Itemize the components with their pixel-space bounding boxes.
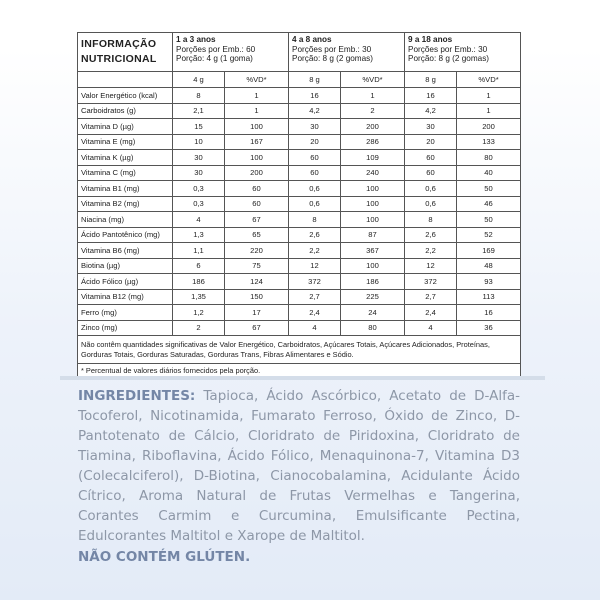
nutrient-vd: 1	[457, 103, 521, 119]
nutrient-quantity: 186	[173, 274, 225, 290]
nutrient-vd: 100	[341, 258, 405, 274]
nutrient-vd: 109	[341, 150, 405, 166]
nutrient-vd: 167	[225, 134, 289, 150]
nutrient-quantity: 1,35	[173, 289, 225, 305]
nutrient-quantity: 0,6	[289, 181, 341, 197]
nutrient-vd: 225	[341, 289, 405, 305]
nutrient-quantity: 4,2	[405, 103, 457, 119]
nutrient-quantity: 60	[289, 165, 341, 181]
ingredients-label: INGREDIENTES:	[78, 388, 196, 404]
qty-header: 8 g	[289, 72, 341, 88]
nutrient-name: Vitamina D (µg)	[78, 119, 173, 135]
nutrient-name: Vitamina B2 (mg)	[78, 196, 173, 212]
ingredients-list: Tapioca, Ácido Ascórbico, Acetato de D-Alfa-Tocoferol, Nicotinamida, Fumarato Ferroso, Óxido de Zinco, D-Pantotenato de Cálcio, Cloridrato de Piridoxina, Cloridrato de Tiamina, Riboflavina, Ácido Fólico, Menaquinona-7, Vitamina D3 (Colecalciferol), D-Biotina, Cianocobalamina, Acidulante Ácido Cítrico, Aroma Natural de Frutas Vermelhas e Tangerina, Corantes Carmim e Curcumina, Emulsificante Pectina, Edulcorantes Maltitol e Xarope de Maltitol.	[78, 388, 520, 544]
nutrient-name: Vitamina B12 (mg)	[78, 289, 173, 305]
vd-header: %VD*	[457, 72, 521, 88]
nutrient-vd: 200	[225, 165, 289, 181]
nutrition-table	[77, 32, 521, 378]
nutrient-quantity: 8	[289, 212, 341, 228]
nutrient-quantity: 12	[289, 258, 341, 274]
nutrient-quantity: 30	[405, 119, 457, 135]
nutrient-vd: 367	[341, 243, 405, 259]
nutrient-vd: 240	[341, 165, 405, 181]
nutrient-name: Carboidratos (g)	[78, 103, 173, 119]
nutrient-quantity: 2	[173, 320, 225, 336]
nutrient-vd: 100	[341, 181, 405, 197]
nutrient-vd: 50	[457, 212, 521, 228]
group-header-1: 1 a 3 anos Porções por Emb.: 60 Porção: 4 g (1 goma)	[173, 33, 289, 72]
nutrient-quantity: 60	[405, 150, 457, 166]
nutrient-rows	[78, 88, 521, 336]
nutrient-quantity: 0,6	[405, 196, 457, 212]
nutrient-quantity: 4	[405, 320, 457, 336]
table-row	[78, 274, 521, 290]
nutrient-vd: 80	[341, 320, 405, 336]
nutrition-facts-panel	[77, 32, 520, 378]
nutrient-vd: 65	[225, 227, 289, 243]
nutrient-vd: 67	[225, 212, 289, 228]
table-row	[78, 258, 521, 274]
nutrient-quantity: 30	[173, 165, 225, 181]
nutrient-name: Vitamina C (mg)	[78, 165, 173, 181]
table-row	[78, 134, 521, 150]
nutrient-name: Niacina (mg)	[78, 212, 173, 228]
nutrient-vd: 100	[225, 150, 289, 166]
group-header-3: 9 a 18 anos Porções por Emb.: 30 Porção: 8 g (2 gomas)	[405, 33, 521, 72]
nutrient-name: Vitamina B1 (mg)	[78, 181, 173, 197]
nutrient-vd: 87	[341, 227, 405, 243]
nutrient-quantity: 2,4	[405, 305, 457, 321]
table-row	[78, 181, 521, 197]
nutrient-vd: 60	[225, 196, 289, 212]
nutrient-quantity: 60	[405, 165, 457, 181]
nutrient-quantity: 60	[289, 150, 341, 166]
nutrient-quantity: 8	[405, 212, 457, 228]
nutrient-quantity: 4	[289, 320, 341, 336]
nutrient-vd: 1	[341, 88, 405, 104]
insignificant-note: Não contêm quantidades significativas de Valor Energético, Carboidratos, Açúcares Totais, Açúcares Adicionados, Proteínas, Gorduras Totais, Gorduras Saturadas, Gorduras Trans, Fibras Alimentares e Sódio.	[78, 336, 521, 364]
table-row	[78, 196, 521, 212]
nutrient-vd: 1	[457, 88, 521, 104]
nutrient-vd: 100	[225, 119, 289, 135]
nutrient-vd: 113	[457, 289, 521, 305]
nutrient-quantity: 2,7	[289, 289, 341, 305]
nutrient-quantity: 2,2	[289, 243, 341, 259]
table-title: INFORMAÇÃO NUTRICIONAL	[78, 33, 173, 72]
table-row	[78, 243, 521, 259]
group-header-2: 4 a 8 anos Porções por Emb.: 30 Porção: 8 g (2 gomas)	[289, 33, 405, 72]
column-subheader-row	[78, 72, 521, 88]
nutrient-vd: 200	[457, 119, 521, 135]
nutrient-quantity: 372	[405, 274, 457, 290]
nutrient-vd: 93	[457, 274, 521, 290]
nutrient-quantity: 6	[173, 258, 225, 274]
nutrient-vd: 169	[457, 243, 521, 259]
nutrient-vd: 1	[225, 103, 289, 119]
nutrient-quantity: 16	[289, 88, 341, 104]
nutrient-quantity: 30	[289, 119, 341, 135]
nutrient-quantity: 2,1	[173, 103, 225, 119]
nutrient-vd: 133	[457, 134, 521, 150]
nutrient-vd: 17	[225, 305, 289, 321]
nutrient-name: Ácido Fólico (µg)	[78, 274, 173, 290]
nutrient-vd: 286	[341, 134, 405, 150]
nutrient-quantity: 372	[289, 274, 341, 290]
nutrient-quantity: 2,7	[405, 289, 457, 305]
nutrient-quantity: 30	[173, 150, 225, 166]
nutrient-name: Vitamina K (µg)	[78, 150, 173, 166]
nutrient-quantity: 2,6	[289, 227, 341, 243]
nutrient-quantity: 2,6	[405, 227, 457, 243]
nutrient-vd: 80	[457, 150, 521, 166]
nutrient-vd: 36	[457, 320, 521, 336]
nutrient-vd: 150	[225, 289, 289, 305]
nutrient-quantity: 15	[173, 119, 225, 135]
section-divider	[60, 376, 545, 380]
nutrient-quantity: 0,6	[405, 181, 457, 197]
footnote: * Percentual de valores diários fornecidos pela porção.	[78, 364, 521, 378]
table-row	[78, 165, 521, 181]
nutrient-vd: 52	[457, 227, 521, 243]
vd-header: %VD*	[341, 72, 405, 88]
nutrient-vd: 50	[457, 181, 521, 197]
nutrient-vd: 60	[225, 181, 289, 197]
ingredients-text	[78, 386, 520, 546]
nutrient-name: Biotina (µg)	[78, 258, 173, 274]
vd-header: %VD*	[225, 72, 289, 88]
table-row	[78, 119, 521, 135]
nutrient-quantity: 20	[289, 134, 341, 150]
nutrient-vd: 24	[341, 305, 405, 321]
nutrient-quantity: 0,3	[173, 196, 225, 212]
nutrient-vd: 100	[341, 196, 405, 212]
table-row	[78, 227, 521, 243]
nutrient-vd: 2	[341, 103, 405, 119]
nutrient-vd: 67	[225, 320, 289, 336]
qty-header: 4 g	[173, 72, 225, 88]
table-row	[78, 88, 521, 104]
nutrient-quantity: 1,2	[173, 305, 225, 321]
nutrient-quantity: 2,2	[405, 243, 457, 259]
nutrient-name: Ferro (mg)	[78, 305, 173, 321]
nutrient-quantity: 12	[405, 258, 457, 274]
note-row	[78, 336, 521, 364]
nutrient-quantity: 2,4	[289, 305, 341, 321]
nutrient-quantity: 1,3	[173, 227, 225, 243]
table-row	[78, 289, 521, 305]
nutrient-quantity: 0,6	[289, 196, 341, 212]
gluten-free-notice: NÃO CONTÉM GLÚTEN.	[78, 549, 251, 565]
nutrient-vd: 40	[457, 165, 521, 181]
table-row	[78, 212, 521, 228]
nutrient-quantity: 4,2	[289, 103, 341, 119]
table-header-row	[78, 33, 521, 72]
nutrient-vd: 186	[341, 274, 405, 290]
nutrient-vd: 75	[225, 258, 289, 274]
nutrient-quantity: 4	[173, 212, 225, 228]
nutrient-name: Zinco (mg)	[78, 320, 173, 336]
nutrient-vd: 124	[225, 274, 289, 290]
nutrient-vd: 100	[341, 212, 405, 228]
nutrient-vd: 220	[225, 243, 289, 259]
nutrient-name: Valor Energético (kcal)	[78, 88, 173, 104]
nutrient-vd: 46	[457, 196, 521, 212]
nutrient-name: Vitamina B6 (mg)	[78, 243, 173, 259]
nutrient-vd: 1	[225, 88, 289, 104]
empty-cell	[78, 72, 173, 88]
nutrient-name: Vitamina E (mg)	[78, 134, 173, 150]
nutrient-quantity: 1,1	[173, 243, 225, 259]
nutrient-quantity: 16	[405, 88, 457, 104]
nutrient-quantity: 0,3	[173, 181, 225, 197]
nutrient-quantity: 20	[405, 134, 457, 150]
qty-header: 8 g	[405, 72, 457, 88]
table-row	[78, 103, 521, 119]
nutrient-name: Ácido Pantotênico (mg)	[78, 227, 173, 243]
nutrient-vd: 200	[341, 119, 405, 135]
table-row	[78, 320, 521, 336]
nutrient-vd: 16	[457, 305, 521, 321]
table-row	[78, 305, 521, 321]
nutrient-quantity: 8	[173, 88, 225, 104]
nutrient-quantity: 10	[173, 134, 225, 150]
nutrient-vd: 48	[457, 258, 521, 274]
table-row	[78, 150, 521, 166]
